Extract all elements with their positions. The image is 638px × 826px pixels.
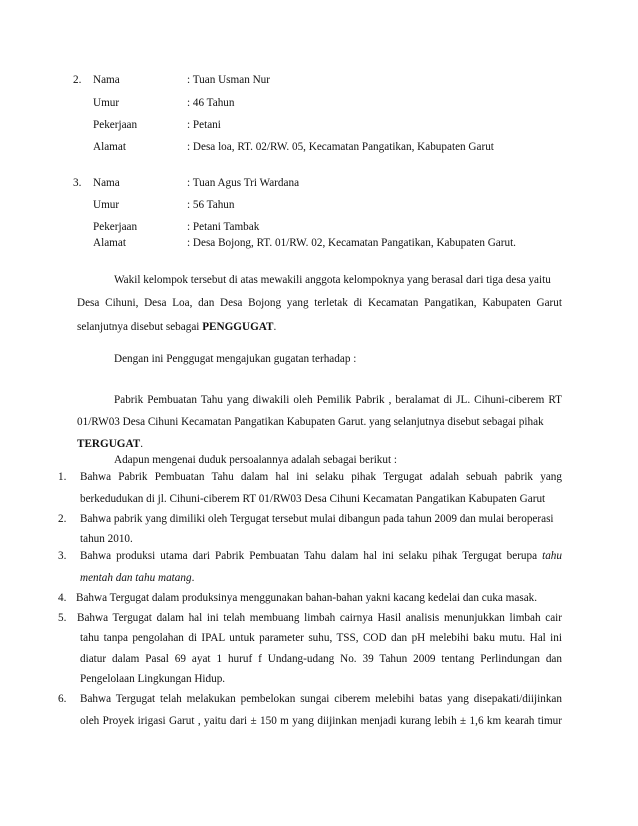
list-line xyxy=(80,549,562,563)
field-label-pekerjaan: Pekerjaan xyxy=(93,119,138,131)
field-value-umur: : 56 Tahun xyxy=(187,199,235,211)
party-number: 3. xyxy=(73,177,82,189)
paragraph-line xyxy=(77,320,276,334)
field-value-pekerjaan: : Petani Tambak xyxy=(187,221,260,233)
tergugat-label: TERGUGAT xyxy=(77,438,141,450)
paragraph-line: Wakil kelompok tersebut di atas mewakili anggota kelompoknya yang berasal dari tiga desa yaitu xyxy=(114,274,551,286)
list-line: Bahwa Tergugat dalam produksinya menggunakan bahan-bahan yakni kacang kedelai dan cuka masak. xyxy=(76,592,538,604)
list-line: tahun 2010. xyxy=(80,533,133,545)
field-value-umur: : 46 Tahun xyxy=(187,97,235,109)
list-number: 1. xyxy=(58,471,67,483)
text-span: . xyxy=(140,438,143,450)
paragraph-duduk: Adapun mengenai duduk persoalannya adalah sebagai berikut : xyxy=(114,454,398,466)
field-value-alamat: : Desa loa, RT. 02/RW. 05, Kecamatan Pangatikan, Kabupaten Garut xyxy=(187,141,494,153)
list-line: Bahwa pabrik yang dimiliki oleh Tergugat tersebut mulai dibangun pada tahun 2009 dan mulai beroperasi xyxy=(80,513,554,525)
list-number: 5. xyxy=(58,612,67,624)
field-label-alamat: Alamat xyxy=(93,237,126,249)
italic-span: tahu xyxy=(542,550,562,562)
list-line: diatur dalam Pasal 69 ayat 1 huruf f Undang-udang No. 39 Tahun 2009 tentang Perlindungan dan xyxy=(80,653,562,665)
paragraph-line: 01/RW03 Desa Cihuni Kecamatan Pangatikan Kabupaten Garut. yang selanjutnya disebut sebagai pihak xyxy=(77,416,544,428)
field-label-pekerjaan: Pekerjaan xyxy=(93,221,138,233)
party-number: 2. xyxy=(73,74,82,86)
list-line: Bahwa Tergugat dalam hal ini telah membuang limbah cairnya Hasil analisis menunjukkan limbah cair xyxy=(77,612,562,624)
list-line: Bahwa Tergugat telah melakukan pembelokan sungai ciberem melebihi batas yang disepakati/diijinkan xyxy=(80,693,562,705)
list-line: tahu tanpa pengolahan di IPAL untuk parameter suhu, TSS, COD dan pH melebihi baku mutu. Hal ini xyxy=(80,632,562,644)
field-value-nama: : Tuan Usman Nur xyxy=(187,74,270,86)
list-number: 6. xyxy=(58,693,67,705)
field-label-nama: Nama xyxy=(93,177,120,189)
penggugat-label: PENGGUGAT xyxy=(202,321,274,333)
list-line: oleh Proyek irigasi Garut , yaitu dari ± 150 m yang diijinkan menjadi kurang lebih ± 1,6 km kearah timur xyxy=(80,715,562,727)
paragraph-gugatan: Dengan ini Penggugat mengajukan gugatan terhadap : xyxy=(114,353,357,365)
field-value-alamat: : Desa Bojong, RT. 01/RW. 02, Kecamatan Pangatikan, Kabupaten Garut. xyxy=(187,237,516,249)
field-label-alamat: Alamat xyxy=(93,141,126,153)
field-value-nama: : Tuan Agus Tri Wardana xyxy=(187,177,300,189)
field-value-pekerjaan: : Petani xyxy=(187,119,221,131)
list-line: Pengelolaan Lingkungan Hidup. xyxy=(80,673,226,685)
list-line xyxy=(80,571,194,585)
paragraph-line: Desa Cihuni, Desa Loa, dan Desa Bojong yang terletak di Kecamatan Pangatikan, Kabupaten Garut xyxy=(77,297,562,309)
text-span: . xyxy=(191,572,195,584)
text-span: Bahwa produksi utama dari Pabrik Pembuatan Tahu dalam hal ini selaku pihak Tergugat berupa xyxy=(80,550,543,562)
list-number: 4. xyxy=(58,592,67,604)
paragraph-line xyxy=(77,437,143,451)
list-number: 3. xyxy=(58,550,67,562)
list-line: berkedudukan di jl. Cihuni-ciberem RT 01/RW03 Desa Cihuni Kecamatan Pangatikan Kabupaten Garut xyxy=(80,493,546,505)
text-span: selanjutnya disebut sebagai xyxy=(77,321,203,333)
list-line: Bahwa Pabrik Pembuatan Tahu dalam hal ini selaku pihak Tergugat adalah sebuah pabrik yang xyxy=(80,471,562,483)
paragraph-line: Pabrik Pembuatan Tahu yang diwakili oleh Pemilik Pabrik , beralamat di JL. Cihuni-ciberem RT xyxy=(114,394,562,406)
list-number: 2. xyxy=(58,513,67,525)
italic-span: mentah dan tahu matang xyxy=(80,572,192,584)
field-label-nama: Nama xyxy=(93,74,120,86)
field-label-umur: Umur xyxy=(93,199,120,211)
field-label-umur: Umur xyxy=(93,97,120,109)
text-span: . xyxy=(273,321,277,333)
